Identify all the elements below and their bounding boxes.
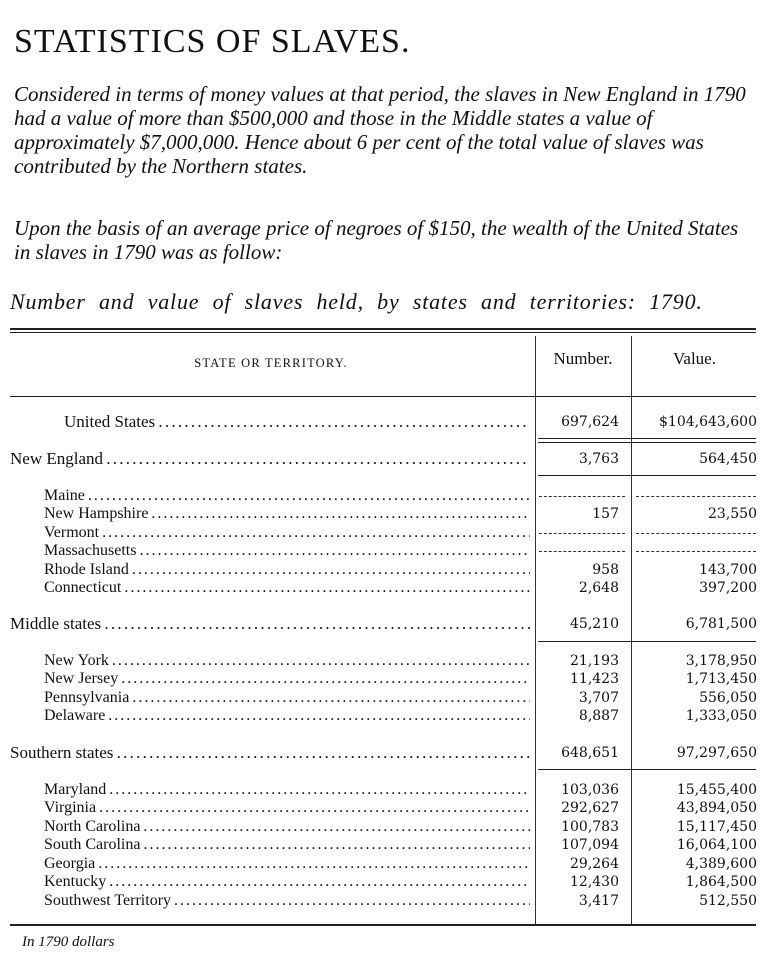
row-number: 12,430 [570,874,619,890]
row-name: Maine . . . [44,487,530,505]
table-bottom-rule [10,924,756,926]
row-number: 29,264 [570,856,619,872]
row-number: 2,648 [578,580,619,596]
empty-number-dashes [539,533,625,534]
row-number: 958 [592,562,619,578]
row-name: Delaware . . . [44,707,530,725]
row-number: 3,763 [578,451,619,467]
row-name: Georgia . . . [44,855,530,873]
table-row [0,873,770,891]
table-row [0,855,770,873]
row-name: New Hampshire . . . [44,505,530,523]
row-value: 16,064,100 [676,837,757,853]
table-top-rule-thin [10,332,756,333]
total-rule-upper [538,438,756,439]
row-name: North Carolina . . . [44,818,530,836]
row-number: 21,193 [570,653,619,669]
table-row [0,670,770,688]
row-name: Rhode Island . . . [44,561,530,579]
row-value: 1,864,500 [685,874,757,890]
row-name: Middle states . . . [10,615,530,633]
row-number: 107,094 [561,837,619,853]
row-name: Southwest Territory . . . [44,892,530,910]
row-value: 4,389,600 [685,856,757,872]
table-row [0,505,770,523]
table-row [0,413,770,431]
row-number: 157 [592,506,619,522]
row-name: Pennsylvania . . . [44,689,530,707]
row-number: 103,036 [561,782,619,798]
header-bottom-rule [10,396,756,397]
row-name: New York . . . [44,652,530,670]
table-row [0,652,770,670]
new-england-rule [538,475,756,476]
footnote: In 1790 dollars [22,934,115,950]
header-value: Value. [673,349,716,368]
row-name: Massachusetts . . . [44,542,530,560]
row-value: 43,894,050 [676,800,757,816]
total-rule-lower [538,442,756,443]
table-row [0,450,770,468]
row-name: New England . . . [10,450,530,468]
table-row [0,542,770,560]
table-row [0,799,770,817]
table-row [0,781,770,799]
row-number: 8,887 [578,708,619,724]
row-number: 100,783 [561,819,619,835]
row-number: 45,210 [570,616,619,632]
empty-value-dashes [636,496,756,497]
table-row [0,579,770,597]
row-name: Connecticut . . . [44,579,530,597]
row-name: Southern states . . . [10,744,530,762]
intro-paragraph: Considered in terms of money values at that period, the slaves in New England in 1790 had a value of more than $500,000 and those in the Middle states a value of approximately $7,000,000. Hence about 6 per cent of the total value of slaves was contributed by the Northern states. [14,82,746,178]
table-row [0,836,770,854]
table-row [0,615,770,633]
table-row [0,818,770,836]
row-value: 15,117,450 [676,819,757,835]
table-row [0,524,770,542]
row-value: 1,333,050 [685,708,757,724]
row-value: 15,455,400 [676,782,757,798]
table-top-rule [10,328,756,330]
table-row [0,561,770,579]
row-number: 3,417 [578,893,619,909]
table-row [0,892,770,910]
table-caption: Number and value of slaves held, by states and territories: 1790. [10,289,703,314]
row-name: Vermont . . . [44,524,530,542]
row-value: 556,050 [699,690,757,706]
row-name: Maryland . . . [44,781,530,799]
row-name: Virginia . . . [44,799,530,817]
row-value: 512,550 [699,893,757,909]
row-name: United States . . . [64,413,530,431]
row-value: 397,200 [699,580,757,596]
row-value: 1,713,450 [685,671,757,687]
row-value: 564,450 [699,451,757,467]
table-row [0,487,770,505]
empty-value-dashes [636,551,756,552]
basis-paragraph: Upon the basis of an average price of negroes of $150, the wealth of the United States in slaves in 1790 was as follow: [14,216,739,264]
row-value: 3,178,950 [685,653,757,669]
header-state: STATE OR TERRITORY. [194,356,348,370]
row-name: Kentucky . . . [44,873,530,891]
page-title: STATISTICS OF SLAVES. [14,23,411,60]
middle-states-rule [538,641,756,642]
row-value: 6,781,500 [685,616,757,632]
row-number: 648,651 [561,745,619,761]
row-value: 23,550 [708,506,757,522]
table-row [0,689,770,707]
empty-number-dashes [539,496,625,497]
row-name: New Jersey . . . [44,670,530,688]
row-name: South Carolina . . . [44,836,530,854]
row-value: 97,297,650 [676,745,757,761]
row-value: $104,643,600 [659,414,757,430]
row-value: 143,700 [699,562,757,578]
southern-states-rule [538,769,756,770]
row-number: 3,707 [578,690,619,706]
empty-number-dashes [539,551,625,552]
table-row [0,707,770,725]
row-number: 697,624 [561,414,619,430]
table-row [0,744,770,762]
header-number: Number. [553,349,613,368]
row-number: 11,423 [570,671,619,687]
empty-value-dashes [636,533,756,534]
row-number: 292,627 [561,800,619,816]
